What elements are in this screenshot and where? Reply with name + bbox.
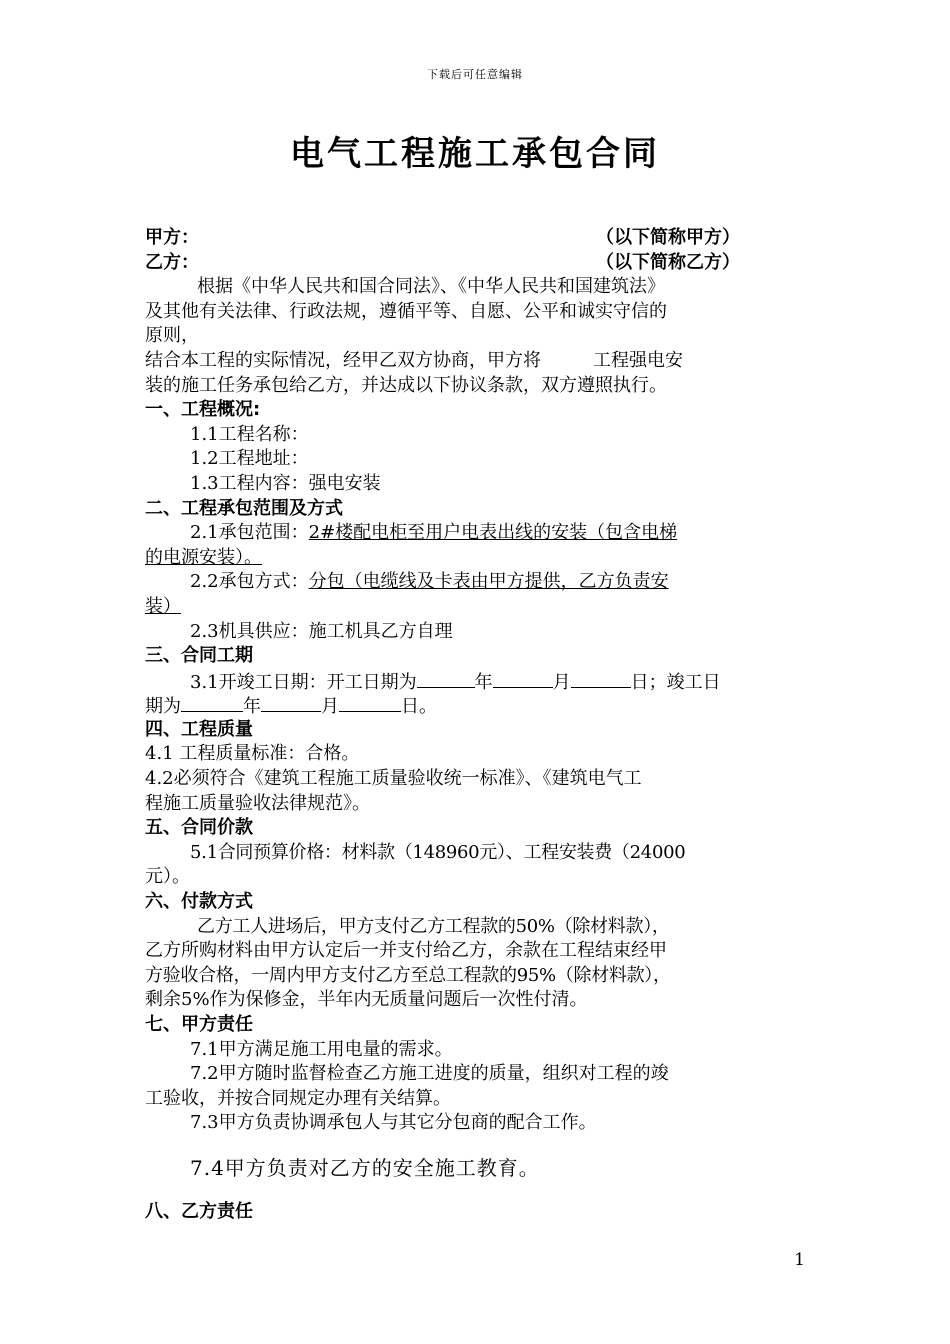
page-number: 1 xyxy=(794,1250,805,1270)
section-heading: 六、付款方式 xyxy=(145,891,253,913)
party-b-line xyxy=(145,251,810,276)
section-heading: 五、合同价款 xyxy=(145,817,253,839)
clause-continued: 工验收，并按合同规定办理有关结算。 xyxy=(145,1087,451,1109)
clause xyxy=(145,521,810,546)
section-heading: 二、工程承包范围及方式 xyxy=(145,497,343,519)
preamble-text: 工程强电安 xyxy=(593,349,683,371)
clause: 1.2工程地址： xyxy=(190,448,309,470)
clause-value: 2#楼配电柜至用户电表出线的安装（包含电梯 xyxy=(308,522,678,544)
clause-continued xyxy=(145,546,810,571)
preamble-line: 装的施工任务承包给乙方，并达成以下协议条款，双方遵照执行。 xyxy=(145,374,667,396)
clause-label: 2.1承包范围： xyxy=(190,522,309,544)
section-heading: 三、合同工期 xyxy=(145,645,253,667)
clause: 7.3甲方负责协调承包人与其它分包商的配合工作。 xyxy=(190,1112,597,1134)
section-heading: 七、甲方责任 xyxy=(145,1014,253,1035)
party-a-alias: （以下简称甲方） xyxy=(596,227,740,248)
clause: 4.2必须符合《建筑工程施工质量验收统一标准》、《建筑电气工 xyxy=(145,768,642,790)
clause-value: 分包（电缆线及卡表由甲方提供，乙方负责安 xyxy=(308,571,669,593)
contract-body xyxy=(145,226,810,1225)
preamble-line: 原则， xyxy=(145,325,199,347)
section-heading: 一、工程概况: xyxy=(145,399,261,421)
clause-text: 年 xyxy=(243,696,261,718)
party-b-alias: （以下简称乙方） xyxy=(596,251,740,273)
clause: 方验收合格，一周内甲方支付乙方至总工程款的95%（除材料款）， xyxy=(145,964,671,986)
clause: 元）。 xyxy=(145,866,190,888)
clause: 5.1合同预算价格：材料款（148960元）、工程安装费（24000 xyxy=(190,841,686,863)
blank-field xyxy=(261,693,321,712)
clause: 7.2甲方随时监督检查乙方施工进度的质量，组织对工程的竣 xyxy=(190,1063,669,1085)
clause-text: 日。 xyxy=(401,696,437,718)
blank-field xyxy=(339,693,401,712)
preamble-text: 结合本工程的实际情况，经甲乙双方协商，甲方将 xyxy=(145,349,541,371)
party-a-line xyxy=(145,226,810,251)
blank-field xyxy=(571,669,631,688)
clause-text: 3.1开竣工日期：开工日期为 xyxy=(190,671,417,693)
section-heading: 八、乙方责任 xyxy=(145,1200,253,1222)
clause: 剩余5%作为保修金，半年内无质量问题后一次性付清。 xyxy=(145,989,588,1011)
blank-field xyxy=(417,669,475,688)
clause: 2.3机具供应：施工机具乙方自理 xyxy=(190,620,453,642)
section-heading: 四、工程质量 xyxy=(145,718,253,740)
preamble-line: 及其他有关法律、行政法规，遵循平等、自愿、公平和诚实守信的 xyxy=(145,300,667,322)
document-title: 电气工程施工承包合同 xyxy=(290,134,660,174)
clause-continued xyxy=(145,595,810,620)
preamble-line: 根据《中华人民共和国合同法》、《中华人民共和国建筑法》 xyxy=(197,276,665,298)
party-b-label: 乙方： xyxy=(145,251,199,273)
clause-text: 日；竣工日 xyxy=(630,671,721,693)
blank-field xyxy=(493,669,553,688)
clause-value: 的电源安装）。 xyxy=(145,546,262,568)
clause: 1.3工程内容：强电安装 xyxy=(190,472,381,494)
clause-text: 期为 xyxy=(145,696,181,718)
clause: 7.1甲方满足施工用电量的需求。 xyxy=(190,1038,453,1060)
clause-continued xyxy=(145,693,810,718)
preamble-line xyxy=(145,349,810,374)
clause: 程施工质量验收法律规范》。 xyxy=(145,792,370,814)
blank-field xyxy=(181,693,243,712)
clause: 乙方工人进场后，甲方支付乙方工程款的50%（除材料款）， xyxy=(197,915,670,937)
header-note: 下载后可任意编辑 xyxy=(427,68,523,81)
clause-text: 年 xyxy=(474,671,493,693)
clause-value: 装） xyxy=(145,595,181,617)
clause: 7.4甲方负责对乙方的安全施工教育。 xyxy=(190,1155,540,1180)
clause: 乙方所购材料由甲方认定后一并支付给乙方，余款在工程结束经甲 xyxy=(145,940,667,962)
clause-label: 2.2承包方式： xyxy=(190,571,309,593)
clause-text: 月 xyxy=(552,671,571,693)
clause: 4.1 工程质量标准：合格。 xyxy=(145,743,360,765)
clause-text: 月 xyxy=(321,696,339,718)
party-a-label: 甲方： xyxy=(145,227,199,248)
clause: 1.1工程名称： xyxy=(190,423,309,445)
clause xyxy=(145,570,810,595)
clause xyxy=(145,669,810,694)
